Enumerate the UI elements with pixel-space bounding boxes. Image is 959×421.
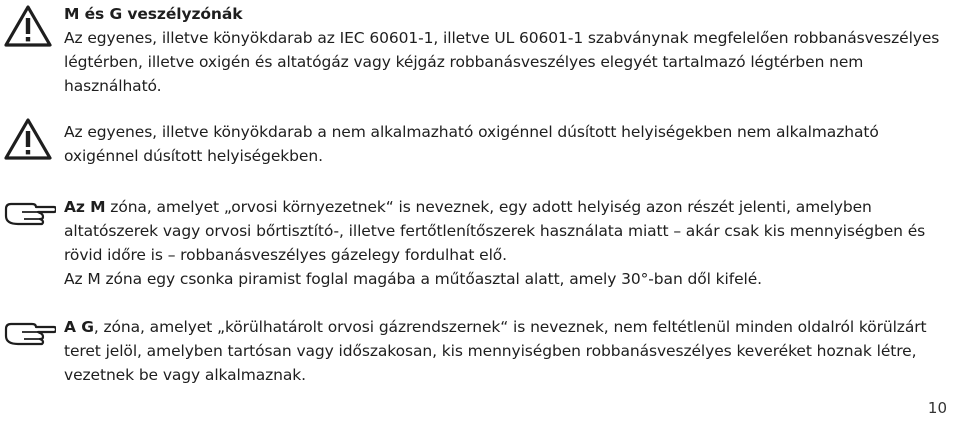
section-text [64,195,949,291]
note-paragraph-2: Az M zóna egy csonka piramist foglal magába a műtőasztal alatt, amely 30°-ban dől kifelé. [64,270,762,288]
note-body: , zóna, amelyet „körülhatárolt orvosi gázrendszernek“ is neveznek, nem feltétlenül minden oldalról körülzárt teret jelöl, amelyben tartósan vagy időszakosan, kis mennyiségben robbanásveszélyes keveréket hoznak létre, vezetnek be vagy alkalmaznak. [64,318,927,384]
note-paragraph [64,315,949,387]
section-title: M és G veszélyzónák [64,5,243,23]
note-body: zóna, amelyet „orvosi környezetnek“ is neveznek, egy adott helyiség azon részét jelenti, amelyben altatószerek vagy orvosi bőrtisztító-, illetve fertőtlenítőszerek használata miatt – akár csak kis mennyiségben és rövid időre is – robbanásveszélyes gázelegy fordulhat elő. [64,198,926,264]
lead-term: Az M [64,198,106,216]
lead-term: A G [64,318,94,336]
pointing-hand-icon [2,198,56,228]
warning-icon [3,4,53,48]
warning-paragraph: Az egyenes, illetve könyökdarab a nem alkalmazható oxigénnel dúsított helyiségekben nem alkalmazható oxigénnel dúsított helyiségekben. [64,123,879,165]
section-text [64,2,949,98]
section-text [64,120,949,168]
note-paragraph [64,195,949,267]
page-number: 10 [927,399,947,417]
warning-icon [3,117,53,161]
pointing-hand-icon [2,318,56,348]
section-text [64,315,949,387]
warning-paragraph: Az egyenes, illetve könyökdarab az IEC 60601-1, illetve UL 60601-1 szabványnak megfelelően robbanásveszélyes légtérben, illetve oxigén és altatógáz vagy kéjgáz robbanásveszélyes elegyét tartalmazó légtérben nem használható. [64,29,940,95]
